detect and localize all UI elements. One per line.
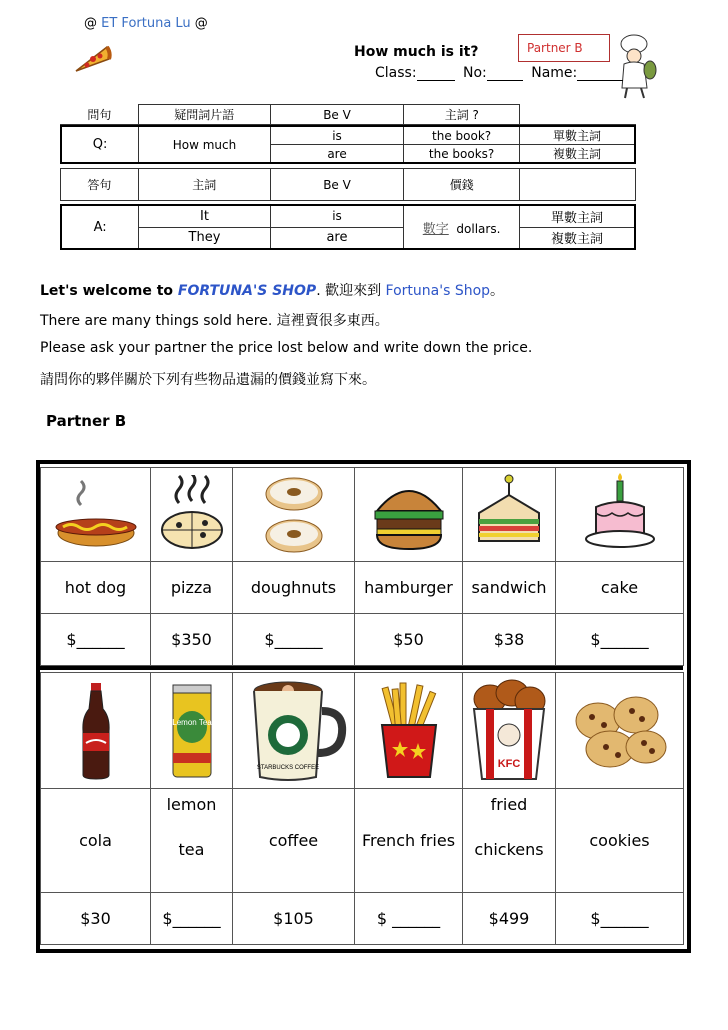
number-word: 數字 bbox=[422, 221, 449, 237]
item-name bbox=[355, 789, 463, 893]
page-title: How much is it? bbox=[354, 44, 479, 60]
note-cell: 複數主詞 bbox=[519, 145, 635, 164]
intro-line-1: Let's welcome to FORTUNA'S SHOP. 歡迎來到 Fortuna's Shop。 bbox=[40, 283, 505, 299]
lemon-tea-can-icon bbox=[167, 681, 217, 781]
item-picture bbox=[233, 673, 355, 789]
item-name bbox=[41, 789, 151, 893]
item-name: hot dog bbox=[41, 562, 151, 614]
french-fries-icon bbox=[374, 681, 444, 781]
note-cell: 單數主詞 bbox=[519, 126, 635, 145]
header-cell: Be V bbox=[270, 169, 404, 201]
dollars-word: dollars. bbox=[456, 221, 501, 236]
question-phrase: How much bbox=[139, 126, 271, 163]
header-cell: 答句 bbox=[61, 169, 139, 201]
price-row bbox=[41, 893, 684, 945]
note-cell: 單數主詞 bbox=[519, 205, 635, 227]
item-name bbox=[233, 789, 355, 893]
item-price-blank[interactable]: $______ bbox=[233, 614, 355, 666]
item-price: $499 bbox=[463, 893, 556, 945]
header-cell: Be V bbox=[270, 105, 404, 125]
item-name-text: French fries bbox=[361, 831, 456, 850]
item-name: hamburger bbox=[355, 562, 463, 614]
cookies-icon bbox=[570, 691, 670, 771]
number-field[interactable] bbox=[487, 66, 523, 81]
item-name-text: cookies bbox=[589, 831, 650, 850]
item-name bbox=[463, 789, 556, 893]
item-price: $105 bbox=[233, 893, 355, 945]
item-price-blank[interactable]: $______ bbox=[556, 893, 684, 945]
item-price-blank[interactable]: $______ bbox=[41, 614, 151, 666]
picture-row bbox=[41, 468, 684, 562]
item-price: $350 bbox=[151, 614, 233, 666]
intro-line-4: 請問你的夥伴關於下列有些物品遺漏的價錢並寫下來。 bbox=[40, 372, 376, 388]
item-price-blank[interactable]: $______ bbox=[151, 893, 233, 945]
header-cell: 主詞 bbox=[138, 169, 270, 201]
header-cell: 價錢 bbox=[404, 169, 520, 201]
items-table-row1 bbox=[40, 467, 684, 666]
subject-cell: the book? bbox=[404, 126, 520, 145]
answer-grammar-table bbox=[60, 168, 636, 201]
item-picture bbox=[556, 468, 684, 562]
class-field[interactable] bbox=[417, 66, 455, 81]
can-label: Lemon Tea bbox=[171, 717, 212, 727]
intro-line-2: There are many things sold here. 這裡賣很多東西。 bbox=[40, 313, 389, 329]
item-picture bbox=[463, 673, 556, 789]
a-label: A: bbox=[61, 205, 139, 249]
row-divider bbox=[40, 666, 683, 670]
item-name: pizza bbox=[151, 562, 233, 614]
intro-line-3: Please ask your partner the price lost below and write down the price. bbox=[40, 340, 533, 356]
item-picture bbox=[355, 673, 463, 789]
coffee-cup-icon bbox=[238, 677, 350, 785]
item-picture bbox=[556, 673, 684, 789]
shop-name: FORTUNA'S SHOP bbox=[177, 283, 317, 299]
doughnuts-icon bbox=[259, 472, 329, 558]
name-row bbox=[41, 562, 684, 614]
item-picture bbox=[233, 468, 355, 562]
fried-chicken-bucket-icon bbox=[468, 679, 550, 783]
header-cell: 主詞 ? bbox=[404, 105, 520, 125]
bev-cell: is bbox=[270, 126, 403, 145]
bev-cell: is bbox=[270, 205, 403, 227]
subject-cell: the books? bbox=[404, 145, 520, 164]
item-price-blank[interactable]: $______ bbox=[556, 614, 684, 666]
subject-cell: They bbox=[139, 227, 271, 249]
pizza-icon bbox=[157, 475, 227, 555]
header-cell: 問句 bbox=[61, 105, 139, 125]
item-name bbox=[556, 789, 684, 893]
item-name-text: cola bbox=[79, 831, 112, 850]
hot-dog-icon bbox=[51, 475, 141, 555]
item-picture bbox=[41, 468, 151, 562]
item-price-blank[interactable]: $ ______ bbox=[355, 893, 463, 945]
sandwich-icon bbox=[471, 473, 547, 557]
item-picture bbox=[151, 673, 233, 789]
note-cell: 複數主詞 bbox=[519, 227, 635, 249]
bev-cell: are bbox=[270, 227, 403, 249]
cola-bottle-icon bbox=[78, 681, 114, 781]
name-row bbox=[41, 789, 684, 893]
q-label: Q: bbox=[61, 126, 139, 163]
question-body-table bbox=[60, 125, 636, 164]
item-picture bbox=[41, 673, 151, 789]
item-name: doughnuts bbox=[233, 562, 355, 614]
question-grammar-table bbox=[60, 104, 636, 125]
answer-body-table bbox=[60, 204, 636, 250]
student-info-line: Class: No: Name: bbox=[375, 65, 623, 81]
cake-icon bbox=[580, 473, 660, 557]
item-picture bbox=[463, 468, 556, 562]
pizza-slice-icon bbox=[73, 43, 113, 77]
item-name-line-2: chickens bbox=[474, 840, 544, 859]
hamburger-icon bbox=[369, 475, 449, 555]
item-name bbox=[151, 789, 233, 893]
price-row bbox=[41, 614, 684, 666]
header-cell: 疑問詞片語 bbox=[138, 105, 270, 125]
name-field[interactable] bbox=[577, 66, 623, 81]
item-name-line-1: fried bbox=[490, 795, 528, 814]
items-table-row2 bbox=[40, 672, 684, 945]
item-price: $38 bbox=[463, 614, 556, 666]
item-price: $30 bbox=[41, 893, 151, 945]
item-price: $50 bbox=[355, 614, 463, 666]
section-label: Partner B bbox=[46, 412, 127, 430]
item-name-line-2: tea bbox=[178, 840, 205, 859]
bucket-label: KFC bbox=[497, 757, 521, 770]
bev-cell: are bbox=[270, 145, 403, 164]
subject-cell: It bbox=[139, 205, 271, 227]
cup-label: STARBUCKS COFFEE bbox=[256, 764, 319, 771]
price-pattern-cell bbox=[404, 205, 520, 249]
picture-row bbox=[41, 673, 684, 789]
item-name: cake bbox=[556, 562, 684, 614]
author-credit: @ ET Fortuna Lu @ bbox=[84, 16, 208, 31]
item-picture bbox=[355, 468, 463, 562]
partner-badge: Partner B bbox=[518, 34, 610, 62]
item-name: sandwich bbox=[463, 562, 556, 614]
author-name: ET Fortuna Lu bbox=[101, 16, 191, 31]
item-name-line-1: lemon bbox=[166, 795, 217, 814]
item-picture bbox=[151, 468, 233, 562]
item-name-text: coffee bbox=[268, 831, 319, 850]
